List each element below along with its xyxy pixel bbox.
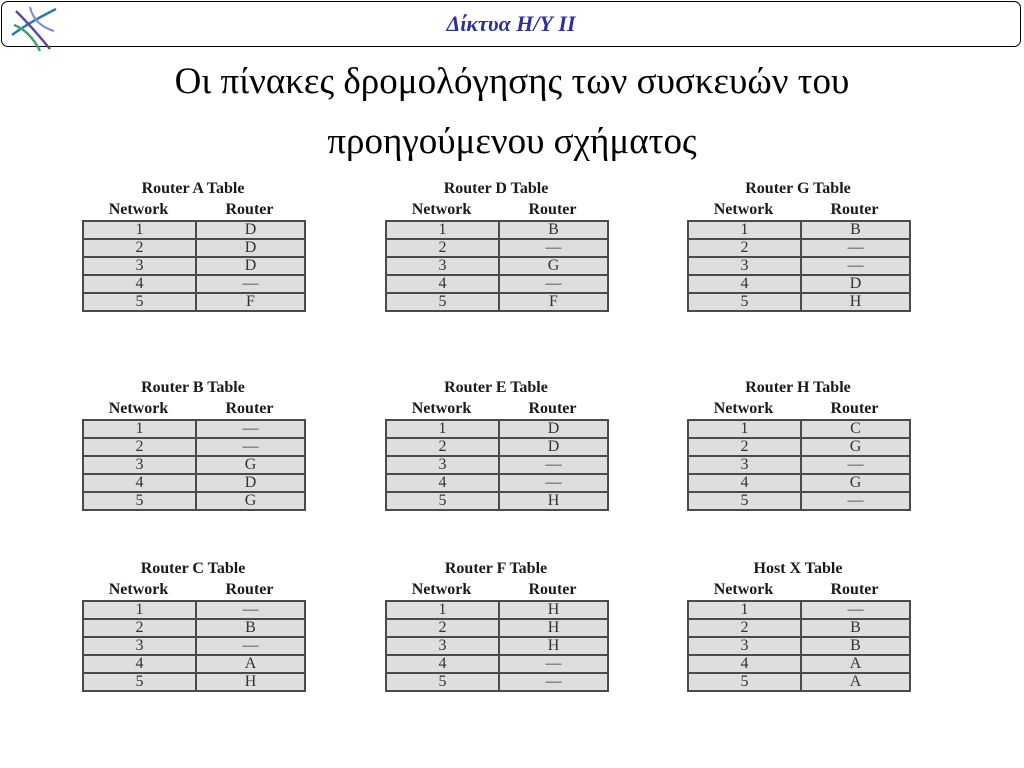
router-cell: — bbox=[196, 601, 305, 619]
table-caption: Router C Table bbox=[140, 560, 246, 577]
slide-title-line-2: προηγούμενου σχήματος bbox=[327, 121, 697, 162]
router-cell: D bbox=[196, 221, 305, 239]
table-row bbox=[83, 637, 305, 655]
router-column-header: Router bbox=[528, 400, 577, 417]
table-row bbox=[83, 474, 305, 492]
network-cell: 1 bbox=[688, 601, 801, 619]
routing-table bbox=[687, 558, 909, 692]
network-cell: 1 bbox=[83, 420, 196, 438]
router-cell: — bbox=[196, 275, 305, 293]
table-row bbox=[688, 619, 910, 637]
router-cell: G bbox=[499, 257, 608, 275]
table-row bbox=[386, 257, 608, 275]
network-cell: 2 bbox=[688, 239, 801, 257]
table-row bbox=[386, 619, 608, 637]
table-row bbox=[386, 221, 608, 239]
network-cell: 3 bbox=[83, 257, 196, 275]
table-row bbox=[688, 420, 910, 438]
network-column-header: Network bbox=[108, 581, 169, 598]
network-cell: 1 bbox=[386, 221, 499, 239]
table-column-headers bbox=[385, 580, 607, 600]
router-cell: G bbox=[801, 438, 910, 456]
table-row bbox=[688, 275, 910, 293]
table-row bbox=[386, 474, 608, 492]
table-row bbox=[386, 420, 608, 438]
table-row bbox=[688, 293, 910, 311]
table-column-headers bbox=[82, 200, 304, 220]
table-row bbox=[386, 275, 608, 293]
table-row bbox=[83, 619, 305, 637]
router-cell: D bbox=[499, 438, 608, 456]
table-column-headers bbox=[385, 399, 607, 419]
routing-table bbox=[82, 377, 304, 511]
router-cell: D bbox=[196, 474, 305, 492]
router-cell: — bbox=[801, 601, 910, 619]
table-column-headers bbox=[687, 580, 909, 600]
table-row bbox=[386, 637, 608, 655]
table-caption: Router F Table bbox=[444, 560, 548, 577]
router-cell: — bbox=[801, 492, 910, 510]
network-cell: 2 bbox=[386, 239, 499, 257]
router-cell: H bbox=[499, 601, 608, 619]
table-row bbox=[688, 637, 910, 655]
router-cell: — bbox=[196, 420, 305, 438]
network-cell: 2 bbox=[83, 438, 196, 456]
network-cell: 5 bbox=[83, 492, 196, 510]
network-cell: 3 bbox=[688, 637, 801, 655]
network-cell: 5 bbox=[83, 293, 196, 311]
table-row bbox=[83, 293, 305, 311]
network-cell: 4 bbox=[386, 474, 499, 492]
router-cell: G bbox=[801, 474, 910, 492]
router-cell: H bbox=[499, 492, 608, 510]
table-grid bbox=[687, 600, 911, 692]
network-cell: 2 bbox=[386, 438, 499, 456]
network-cell: 2 bbox=[83, 619, 196, 637]
network-cell: 5 bbox=[83, 673, 196, 691]
routing-table bbox=[687, 178, 909, 312]
table-caption: Router B Table bbox=[141, 379, 245, 396]
table-row bbox=[83, 456, 305, 474]
router-cell: G bbox=[196, 492, 305, 510]
router-cell: B bbox=[801, 619, 910, 637]
table-row bbox=[386, 438, 608, 456]
table-grid bbox=[82, 419, 306, 511]
network-cell: 3 bbox=[386, 637, 499, 655]
slide-title-line-1: Οι πίνακες δρομολόγησης των συσκευών του bbox=[174, 61, 850, 102]
network-cell: 4 bbox=[386, 655, 499, 673]
table-row bbox=[83, 420, 305, 438]
table-column-headers bbox=[82, 399, 304, 419]
table-row bbox=[83, 655, 305, 673]
table-row bbox=[83, 601, 305, 619]
router-column-header: Router bbox=[225, 581, 274, 598]
router-cell: A bbox=[801, 673, 910, 691]
header-bar bbox=[1, 1, 1021, 47]
router-column-header: Router bbox=[225, 201, 274, 218]
router-cell: D bbox=[196, 239, 305, 257]
network-cell: 4 bbox=[83, 275, 196, 293]
routing-table bbox=[385, 558, 607, 692]
table-row bbox=[83, 275, 305, 293]
table-caption: Host X Table bbox=[753, 560, 843, 577]
network-cell: 1 bbox=[688, 420, 801, 438]
network-cell: 3 bbox=[386, 257, 499, 275]
router-column-header: Router bbox=[528, 201, 577, 218]
router-column-header: Router bbox=[528, 581, 577, 598]
table-row bbox=[83, 438, 305, 456]
network-cell: 4 bbox=[83, 474, 196, 492]
table-row bbox=[83, 257, 305, 275]
table-grid bbox=[385, 600, 609, 692]
network-cell: 3 bbox=[386, 456, 499, 474]
network-cell: 5 bbox=[386, 673, 499, 691]
router-column-header: Router bbox=[830, 581, 879, 598]
router-cell: G bbox=[196, 456, 305, 474]
network-cell: 1 bbox=[83, 601, 196, 619]
header-title: Δίκτυα Η/Υ ΙΙ bbox=[446, 11, 576, 36]
table-grid bbox=[82, 600, 306, 692]
table-column-headers bbox=[82, 580, 304, 600]
network-column-header: Network bbox=[713, 400, 774, 417]
router-cell: — bbox=[196, 637, 305, 655]
router-cell: — bbox=[801, 456, 910, 474]
router-cell: — bbox=[499, 655, 608, 673]
table-caption: Router E Table bbox=[444, 379, 548, 396]
network-cell: 4 bbox=[688, 474, 801, 492]
network-cell: 2 bbox=[83, 239, 196, 257]
network-column-header: Network bbox=[411, 400, 472, 417]
router-cell: H bbox=[499, 637, 608, 655]
table-row bbox=[386, 655, 608, 673]
network-cell: 5 bbox=[688, 492, 801, 510]
table-caption: Router A Table bbox=[141, 180, 245, 197]
network-column-header: Network bbox=[411, 201, 472, 218]
network-cell: 4 bbox=[386, 275, 499, 293]
router-cell: — bbox=[499, 275, 608, 293]
network-cell: 3 bbox=[688, 456, 801, 474]
table-column-headers bbox=[385, 200, 607, 220]
routing-table bbox=[687, 377, 909, 511]
network-cell: 5 bbox=[386, 293, 499, 311]
table-grid bbox=[687, 419, 911, 511]
table-row bbox=[688, 239, 910, 257]
slide-title bbox=[0, 52, 1024, 172]
network-cell: 4 bbox=[688, 275, 801, 293]
table-grid bbox=[385, 419, 609, 511]
router-column-header: Router bbox=[225, 400, 274, 417]
table-row bbox=[83, 673, 305, 691]
router-cell: D bbox=[801, 275, 910, 293]
table-row bbox=[386, 239, 608, 257]
network-cell: 1 bbox=[688, 221, 801, 239]
router-cell: — bbox=[499, 456, 608, 474]
table-row bbox=[386, 673, 608, 691]
network-cell: 3 bbox=[688, 257, 801, 275]
network-cell: 5 bbox=[688, 293, 801, 311]
table-caption: Router D Table bbox=[443, 180, 549, 197]
router-cell: — bbox=[499, 673, 608, 691]
network-cell: 5 bbox=[386, 492, 499, 510]
network-column-header: Network bbox=[411, 581, 472, 598]
router-cell: A bbox=[801, 655, 910, 673]
router-cell: F bbox=[499, 293, 608, 311]
routing-table bbox=[82, 558, 304, 692]
table-row bbox=[688, 601, 910, 619]
network-cell: 2 bbox=[386, 619, 499, 637]
network-column-header: Network bbox=[108, 400, 169, 417]
network-cell: 2 bbox=[688, 438, 801, 456]
router-cell: H bbox=[499, 619, 608, 637]
table-row bbox=[386, 456, 608, 474]
table-row bbox=[386, 492, 608, 510]
table-row bbox=[386, 601, 608, 619]
router-cell: — bbox=[801, 257, 910, 275]
network-cell: 2 bbox=[688, 619, 801, 637]
table-row bbox=[83, 239, 305, 257]
table-grid bbox=[385, 220, 609, 312]
router-cell: D bbox=[499, 420, 608, 438]
network-cell: 5 bbox=[688, 673, 801, 691]
table-row bbox=[386, 293, 608, 311]
router-cell: A bbox=[196, 655, 305, 673]
router-cell: — bbox=[499, 474, 608, 492]
router-cell: — bbox=[499, 239, 608, 257]
table-caption: Router H Table bbox=[745, 379, 851, 396]
router-cell: D bbox=[196, 257, 305, 275]
table-grid bbox=[687, 220, 911, 312]
table-row bbox=[688, 655, 910, 673]
router-cell: H bbox=[196, 673, 305, 691]
router-cell: H bbox=[801, 293, 910, 311]
router-cell: B bbox=[499, 221, 608, 239]
network-cell: 3 bbox=[83, 456, 196, 474]
routing-table bbox=[385, 377, 607, 511]
table-column-headers bbox=[687, 399, 909, 419]
router-column-header: Router bbox=[830, 201, 879, 218]
router-cell: — bbox=[196, 438, 305, 456]
network-column-header: Network bbox=[108, 201, 169, 218]
table-row bbox=[688, 221, 910, 239]
table-row bbox=[688, 456, 910, 474]
network-column-header: Network bbox=[713, 581, 774, 598]
network-column-header: Network bbox=[713, 201, 774, 218]
network-cell: 3 bbox=[83, 637, 196, 655]
router-cell: C bbox=[801, 420, 910, 438]
table-grid bbox=[82, 220, 306, 312]
network-cell: 4 bbox=[83, 655, 196, 673]
table-row bbox=[688, 673, 910, 691]
table-row bbox=[83, 492, 305, 510]
network-cell: 4 bbox=[688, 655, 801, 673]
table-row bbox=[688, 257, 910, 275]
table-row bbox=[688, 492, 910, 510]
router-cell: — bbox=[801, 239, 910, 257]
table-row bbox=[688, 474, 910, 492]
network-cell: 1 bbox=[386, 601, 499, 619]
router-column-header: Router bbox=[830, 400, 879, 417]
network-cell: 1 bbox=[83, 221, 196, 239]
router-cell: B bbox=[196, 619, 305, 637]
network-cell: 1 bbox=[386, 420, 499, 438]
router-cell: B bbox=[801, 637, 910, 655]
table-caption: Router G Table bbox=[745, 180, 851, 197]
table-column-headers bbox=[687, 200, 909, 220]
router-cell: F bbox=[196, 293, 305, 311]
router-cell: B bbox=[801, 221, 910, 239]
routing-table bbox=[385, 178, 607, 312]
table-row bbox=[83, 221, 305, 239]
table-row bbox=[688, 438, 910, 456]
routing-table bbox=[82, 178, 304, 312]
